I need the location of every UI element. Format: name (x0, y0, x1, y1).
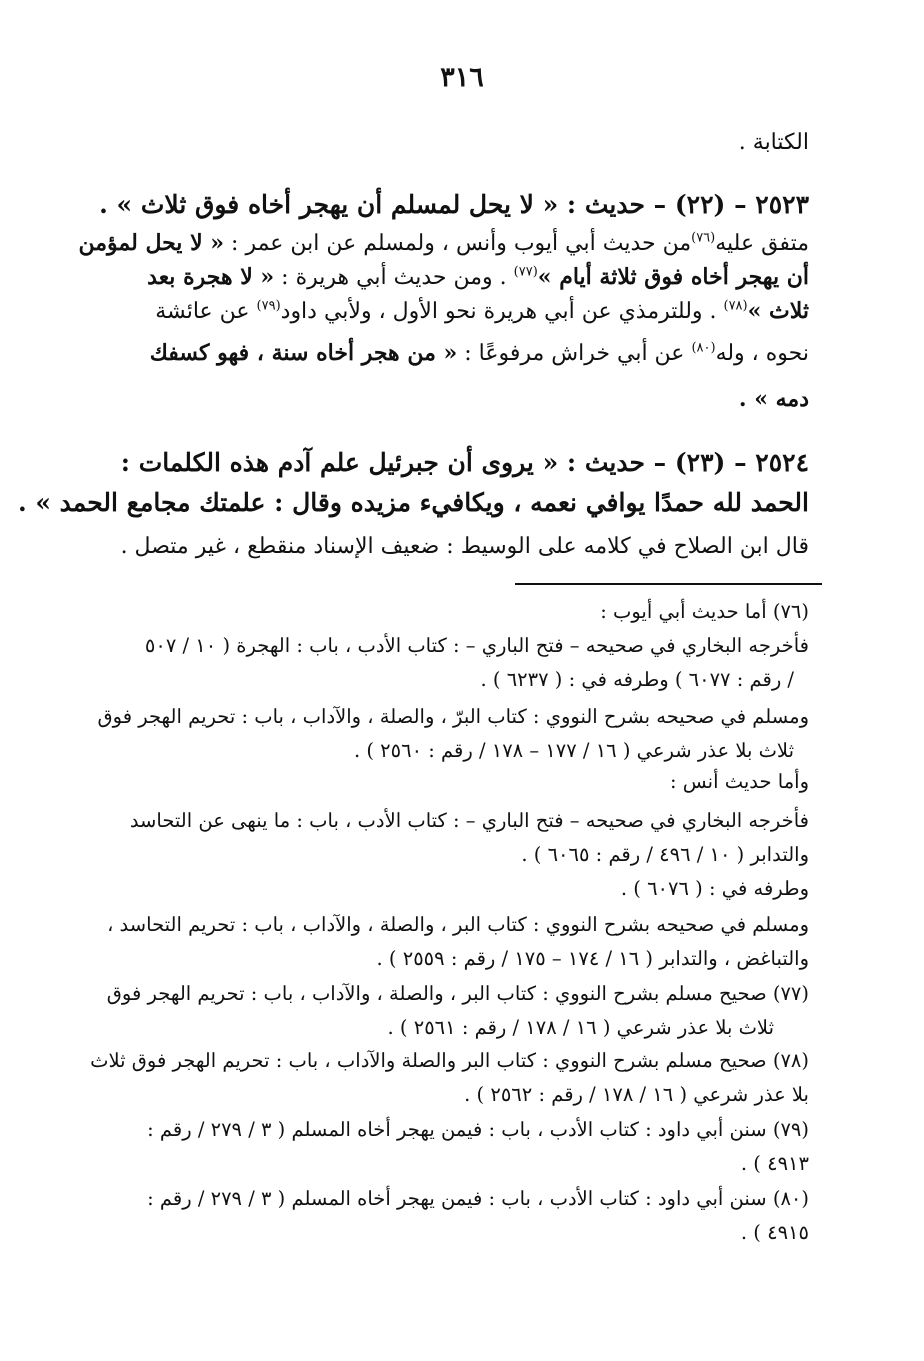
text-span: عن عائشة (155, 299, 257, 324)
quote-span: ثلاث » (747, 298, 809, 324)
footnote-ref: (٧٧) (513, 264, 538, 280)
footnote-ref: (٨٠) (691, 340, 716, 356)
quote-span: « لا يحل لمؤمن (78, 230, 225, 256)
footnote-line: بلا عذر شرعي ( ١٦ / ١٧٨ / رقم : ٢٥٦٢ ) . (464, 1083, 809, 1106)
footnote-separator (515, 583, 822, 585)
footnote-line: (٧٦) أما حديث أبي أيوب : (600, 600, 809, 623)
text-span: عن أبي خراش مرفوعًا : (457, 341, 692, 366)
footnote-line: (٧٩) سنن أبي داود : كتاب الأدب ، باب : فيمن يهجر أخاه المسلم ( ٣ / ٢٧٩ / رقم : (147, 1118, 809, 1141)
quote-span: أن يهجر أخاه فوق ثلاثة أيام » (537, 264, 809, 290)
hadith-heading: الحمد لله حمدًا يوافي نعمه ، ويكافيء مزيده وقال : علمتك مجامع الحمد » . (17, 488, 809, 517)
footnote-ref: (٧٨) (723, 298, 748, 314)
text-span: متفق عليه (715, 231, 809, 256)
footnote-line: (٨٠) سنن أبي داود : كتاب الأدب ، باب : فيمن يهجر أخاه المسلم ( ٣ / ٢٧٩ / رقم : (147, 1187, 809, 1210)
text-line: الكتابة . (738, 130, 809, 155)
footnote-line: فأخرجه البخاري في صحيحه – فتح الباري – : كتاب الأدب ، باب : الهجرة ( ١٠ / ٥٠٧ (144, 634, 809, 657)
footnote-line: (٧٨) صحيح مسلم بشرح النووي : كتاب البر والصلة والآداب ، باب : تحريم الهجر فوق ثلاث (90, 1049, 809, 1072)
footnote-line: ومسلم في صحيحه بشرح النووي : كتاب البرّ ، والصلة ، والآداب ، باب : تحريم الهجر فوق (97, 705, 809, 728)
hadith-heading: ٢٥٢٣ – (٢٢) – حديث : « لا يحل لمسلم أن يهجر أخاه فوق ثلاث » . (99, 190, 809, 219)
footnote-line: ومسلم في صحيحه بشرح النووي : كتاب البر ، والصلة ، والآداب ، باب : تحريم التحاسد ، (107, 913, 809, 936)
footnote-line: فأخرجه البخاري في صحيحه – فتح الباري – : كتاب الأدب ، باب : ما ينهى عن التحاسد (129, 809, 809, 832)
footnote-line: ثلاث بلا عذر شرعي ( ١٦ / ١٧٨ / رقم : ٢٥٦١ ) . (387, 1016, 774, 1039)
text-line (150, 336, 809, 371)
quote-span: « من هجر أخاه سنة ، فهو كسفك (149, 340, 458, 366)
quote-span: « لا هجرة بعد (147, 264, 275, 290)
text-line (739, 382, 809, 417)
text-line (147, 260, 809, 295)
text-span: نحوه ، وله (715, 341, 809, 366)
footnote-line: وطرفه في : ( ٦٠٧٦ ) . (620, 877, 809, 900)
text-span: من حديث أبي أيوب وأنس ، ولمسلم عن ابن عمر : (224, 231, 692, 256)
footnote-line: والتدابر ( ١٠ / ٤٩٦ / رقم : ٦٠٦٥ ) . (521, 843, 809, 866)
text-span: . وللترمذي عن أبي هريرة نحو الأول ، ولأبي داود (280, 299, 724, 324)
footnote-line: وأما حديث أنس : (670, 770, 809, 793)
text-span: . ومن حديث أبي هريرة : (274, 265, 514, 290)
footnote-line: ٤٩١٣ ) . (740, 1152, 809, 1175)
footnote-line: (٧٧) صحيح مسلم بشرح النووي : كتاب البر ، والصلة ، والآداب ، باب : تحريم الهجر فوق (106, 982, 809, 1005)
hadith-heading: ٢٥٢٤ – (٢٣) – حديث : « يروى أن جبرئيل علم آدم هذه الكلمات : (120, 448, 809, 477)
footnote-line: / رقم : ٦٠٧٧ ) وطرفه في : ( ٦٢٣٧ ) . (480, 668, 794, 691)
footnote-line: ٤٩١٥ ) . (740, 1221, 809, 1244)
footnote-ref: (٧٩) (256, 298, 281, 314)
page-number: ٣١٦ (440, 62, 484, 93)
text-line (78, 226, 809, 261)
text-line (155, 294, 809, 329)
quote-span: دمه » . (738, 386, 809, 412)
text-line: قال ابن الصلاح في كلامه على الوسيط : ضعيف الإسناد منقطع ، غير متصل . (120, 534, 809, 559)
footnote-line: والتباغض ، والتدابر ( ١٦ / ١٧٤ – ١٧٥ / رقم : ٢٥٥٩ ) . (376, 947, 809, 970)
footnote-line: ثلاث بلا عذر شرعي ( ١٦ / ١٧٧ – ١٧٨ / رقم : ٢٥٦٠ ) . (353, 739, 794, 762)
footnote-ref: (٧٦) (691, 230, 716, 246)
